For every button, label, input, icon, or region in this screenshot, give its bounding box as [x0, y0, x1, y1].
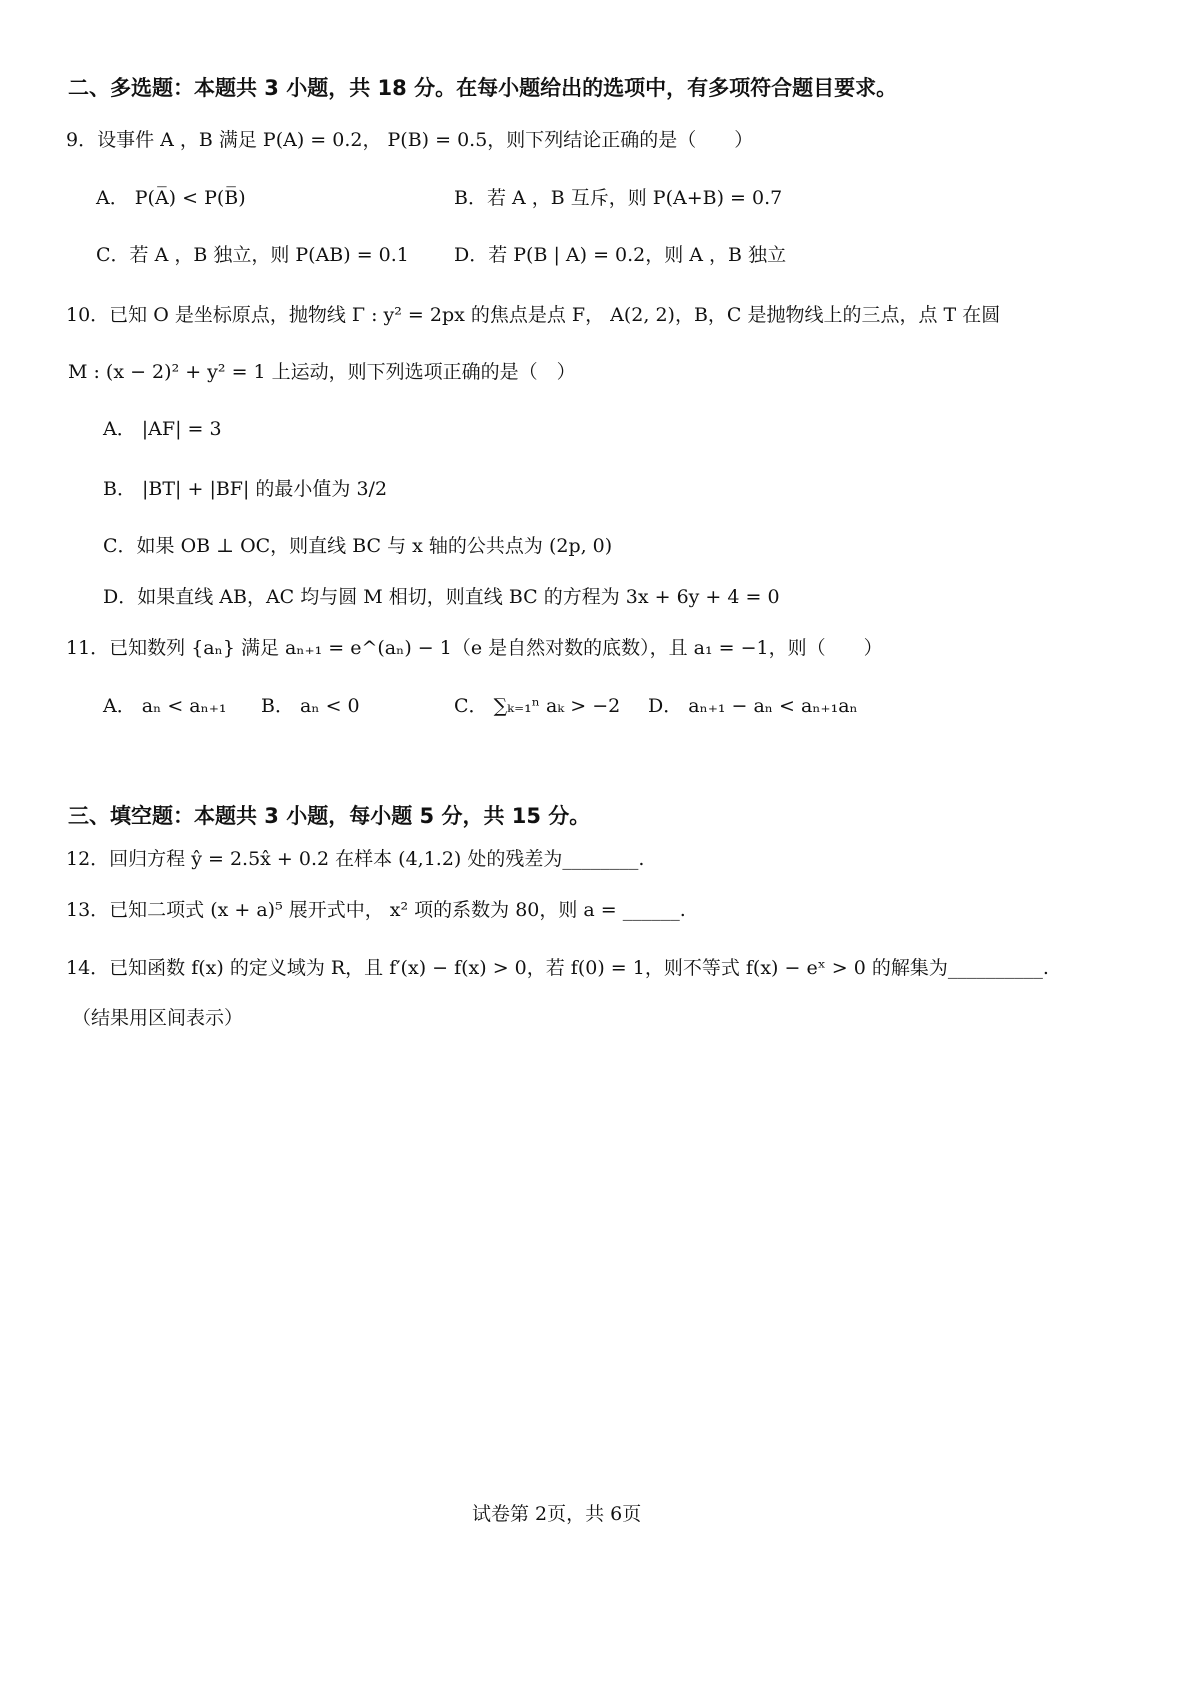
- question-10-stem-line-1: 10．已知 O 是坐标原点，抛物线 Γ : y² = 2px 的焦点是点 F， A(2, 2)，B，C 是抛物线上的三点，点 T 在圆: [66, 304, 1001, 326]
- question-11-option-d: D． aₙ₊₁ − aₙ < aₙ₊₁aₙ: [648, 695, 858, 717]
- question-11-option-c: C． ∑ₖ₌₁ⁿ aₖ > −2: [454, 695, 621, 717]
- question-10-option-b: B． |BT| + |BF| 的最小值为 3/2: [103, 478, 388, 500]
- question-11-stem: 11．已知数列 {aₙ} 满足 aₙ₊₁ = e^(aₙ) − 1（e 是自然对数的底数），且 a₁ = −1，则（ ）: [66, 637, 883, 659]
- question-14-note: （结果用区间表示）: [72, 1007, 244, 1029]
- question-9-option-c: C．若 A ，B 独立，则 P(AB) = 0.1: [96, 244, 409, 266]
- question-11-option-b: B． aₙ < 0: [261, 695, 360, 717]
- question-10-option-a: A． |AF| = 3: [103, 418, 222, 440]
- question-13: 13．已知二项式 (x + a)⁵ 展开式中， x² 项的系数为 80，则 a = ______.: [66, 899, 686, 921]
- question-10-stem-line-2: M : (x − 2)² + y² = 1 上运动，则下列选项正确的是（ ）: [68, 361, 576, 383]
- question-9-option-b: B．若 A ，B 互斥，则 P(A+B) = 0.7: [454, 187, 783, 209]
- question-14: 14．已知函数 f(x) 的定义域为 R，且 f′(x) − f(x) > 0，若 f(0) = 1，则不等式 f(x) − eˣ > 0 的解集为__________.: [66, 957, 1049, 979]
- section-2-heading: 二、多选题：本题共 3 小题，共 18 分。在每小题给出的选项中，有多项符合题目要求。: [68, 76, 898, 100]
- page-footer: 试卷第 2页，共 6页: [472, 1503, 642, 1525]
- question-9-stem: 9．设事件 A ，B 满足 P(A) = 0.2， P(B) = 0.5，则下列结论正确的是（ ）: [66, 129, 754, 151]
- question-9-option-d: D．若 P(B | A) = 0.2，则 A ，B 独立: [454, 244, 787, 266]
- question-10-option-d: D．如果直线 AB，AC 均与圆 M 相切，则直线 BC 的方程为 3x + 6y + 4 = 0: [103, 586, 780, 608]
- question-11-option-a: A． aₙ < aₙ₊₁: [103, 695, 227, 717]
- question-9-option-a: A． P(A̅) < P(B̅): [96, 187, 246, 209]
- question-10-option-c: C．如果 OB ⊥ OC，则直线 BC 与 x 轴的公共点为 (2p, 0): [103, 535, 613, 557]
- section-3-heading: 三、填空题：本题共 3 小题，每小题 5 分，共 15 分。: [68, 804, 591, 828]
- question-12: 12．回归方程 ŷ = 2.5x̂ + 0.2 在样本 (4,1.2) 处的残差为________.: [66, 848, 645, 870]
